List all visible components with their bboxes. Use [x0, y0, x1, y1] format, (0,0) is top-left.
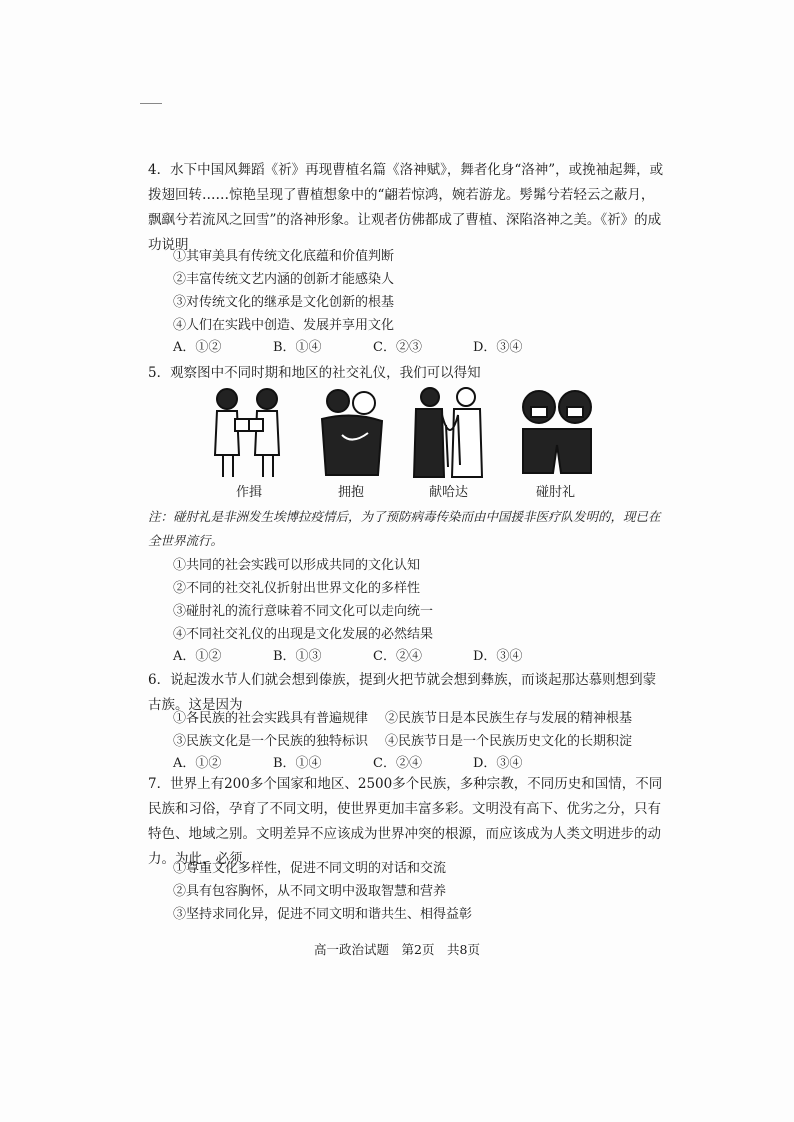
question-4-option-1: ①其审美具有传统文化底蕴和价值判断	[173, 249, 395, 264]
question-5-note: 注：碰肘礼是非洲发生埃博拉疫情后，为了预防病毒传染而由中国援非医疗队发明的，现已在全世界流行。	[148, 509, 661, 548]
question-4-stem	[148, 158, 664, 258]
question-7-option-3: ③坚持求同化异，促进不同文明和谐共生、相得益彰	[173, 907, 473, 922]
caption-hugging: 拥抱	[338, 485, 365, 500]
question-6-text: 6．说起泼水节人们就会想到傣族，提到火把节就会想到彝族，而谈起那达慕则想到蒙古族。这是因为	[148, 672, 657, 713]
hada-illustration	[410, 385, 490, 480]
hugging-illustration	[312, 385, 392, 480]
choice-d: D．③④	[473, 340, 523, 355]
caption-elbow-bump: 碰肘礼	[536, 485, 576, 500]
question-7-option-1: ①尊重文化多样性，促进不同文明的对话和交流	[173, 861, 447, 876]
question-4-option-3: ③对传统文化的继承是文化创新的根基	[173, 295, 395, 310]
question-5-option-3: ③碰肘礼的流行意味着不同文化可以走向统一	[173, 604, 434, 619]
question-4-text: 4．水下中国风舞蹈《祈》再现曹植名篇《洛神赋》，舞者化身“洛神”，或挽袖起舞，或拨翅回转……惊艳呈现了曹植想象中的“翩若惊鸿，婉若游龙。髣髴兮若轻云之蔽月，飘飖兮若流风之回雪”的洛神形象。让观者仿佛都成了曹植、深陷洛神之美。《祈》的成功说明	[148, 162, 664, 253]
choice-c: C．②④	[373, 649, 422, 664]
question-5-option-2: ②不同的社交礼仪折射出世界文化的多样性	[173, 581, 421, 596]
page-footer: 高一政治试题 第2页 共8页	[314, 942, 480, 957]
question-5-option-4: ④不同社交礼仪的出现是文化发展的必然结果	[173, 627, 434, 642]
choice-c: C．②④	[373, 756, 422, 771]
choice-c: C．②③	[373, 340, 422, 355]
caption-hada: 献哈达	[429, 485, 469, 500]
question-6-option-2: ②民族节日是本民族生存与发展的精神根基	[385, 711, 633, 726]
question-7-text: 7．世界上有200多个国家和地区、2500多个民族，多种宗教，不同历史和国情，不同民族和习俗，孕育了不同文明，使世界更加丰富多彩。文明没有高下、优劣之分，只有特色、地域之别。文明差异不应该成为世界冲突的根源，而应该成为人类文明进步的动力。为此，必须	[148, 776, 663, 867]
question-6-option-1: ①各民族的社会实践具有普遍规律	[173, 711, 369, 726]
choice-a: A．①②	[173, 649, 222, 664]
bowing-illustration	[205, 385, 295, 480]
choice-b: B．①④	[273, 756, 322, 771]
choice-a: A．①②	[173, 340, 222, 355]
scan-mark	[140, 103, 162, 104]
question-4-option-4: ④人们在实践中创造、发展并享用文化	[173, 318, 395, 333]
question-4-option-2: ②丰富传统文艺内涵的创新才能感染人	[173, 272, 395, 287]
elbow-bump-illustration	[517, 385, 597, 480]
choice-d: D．③④	[473, 756, 523, 771]
choice-b: B．①③	[273, 649, 322, 664]
question-6-option-3: ③民族文化是一个民族的独特标识	[173, 734, 369, 749]
question-7-stem	[148, 772, 664, 872]
choice-d: D．③④	[473, 649, 523, 664]
question-5-stem	[148, 361, 664, 386]
question-5-text: 5．观察图中不同时期和地区的社交礼仪，我们可以得知	[148, 365, 481, 381]
question-6-option-4: ④民族节日是一个民族历史文化的长期积淀	[385, 734, 633, 749]
question-7-option-2: ②具有包容胸怀，从不同文明中汲取智慧和营养	[173, 884, 447, 899]
choice-b: B．①④	[273, 340, 322, 355]
caption-bowing: 作揖	[236, 485, 263, 500]
choice-a: A．①②	[173, 756, 222, 771]
question-5-option-1: ①共同的社会实践可以形成共同的文化认知	[173, 558, 421, 573]
